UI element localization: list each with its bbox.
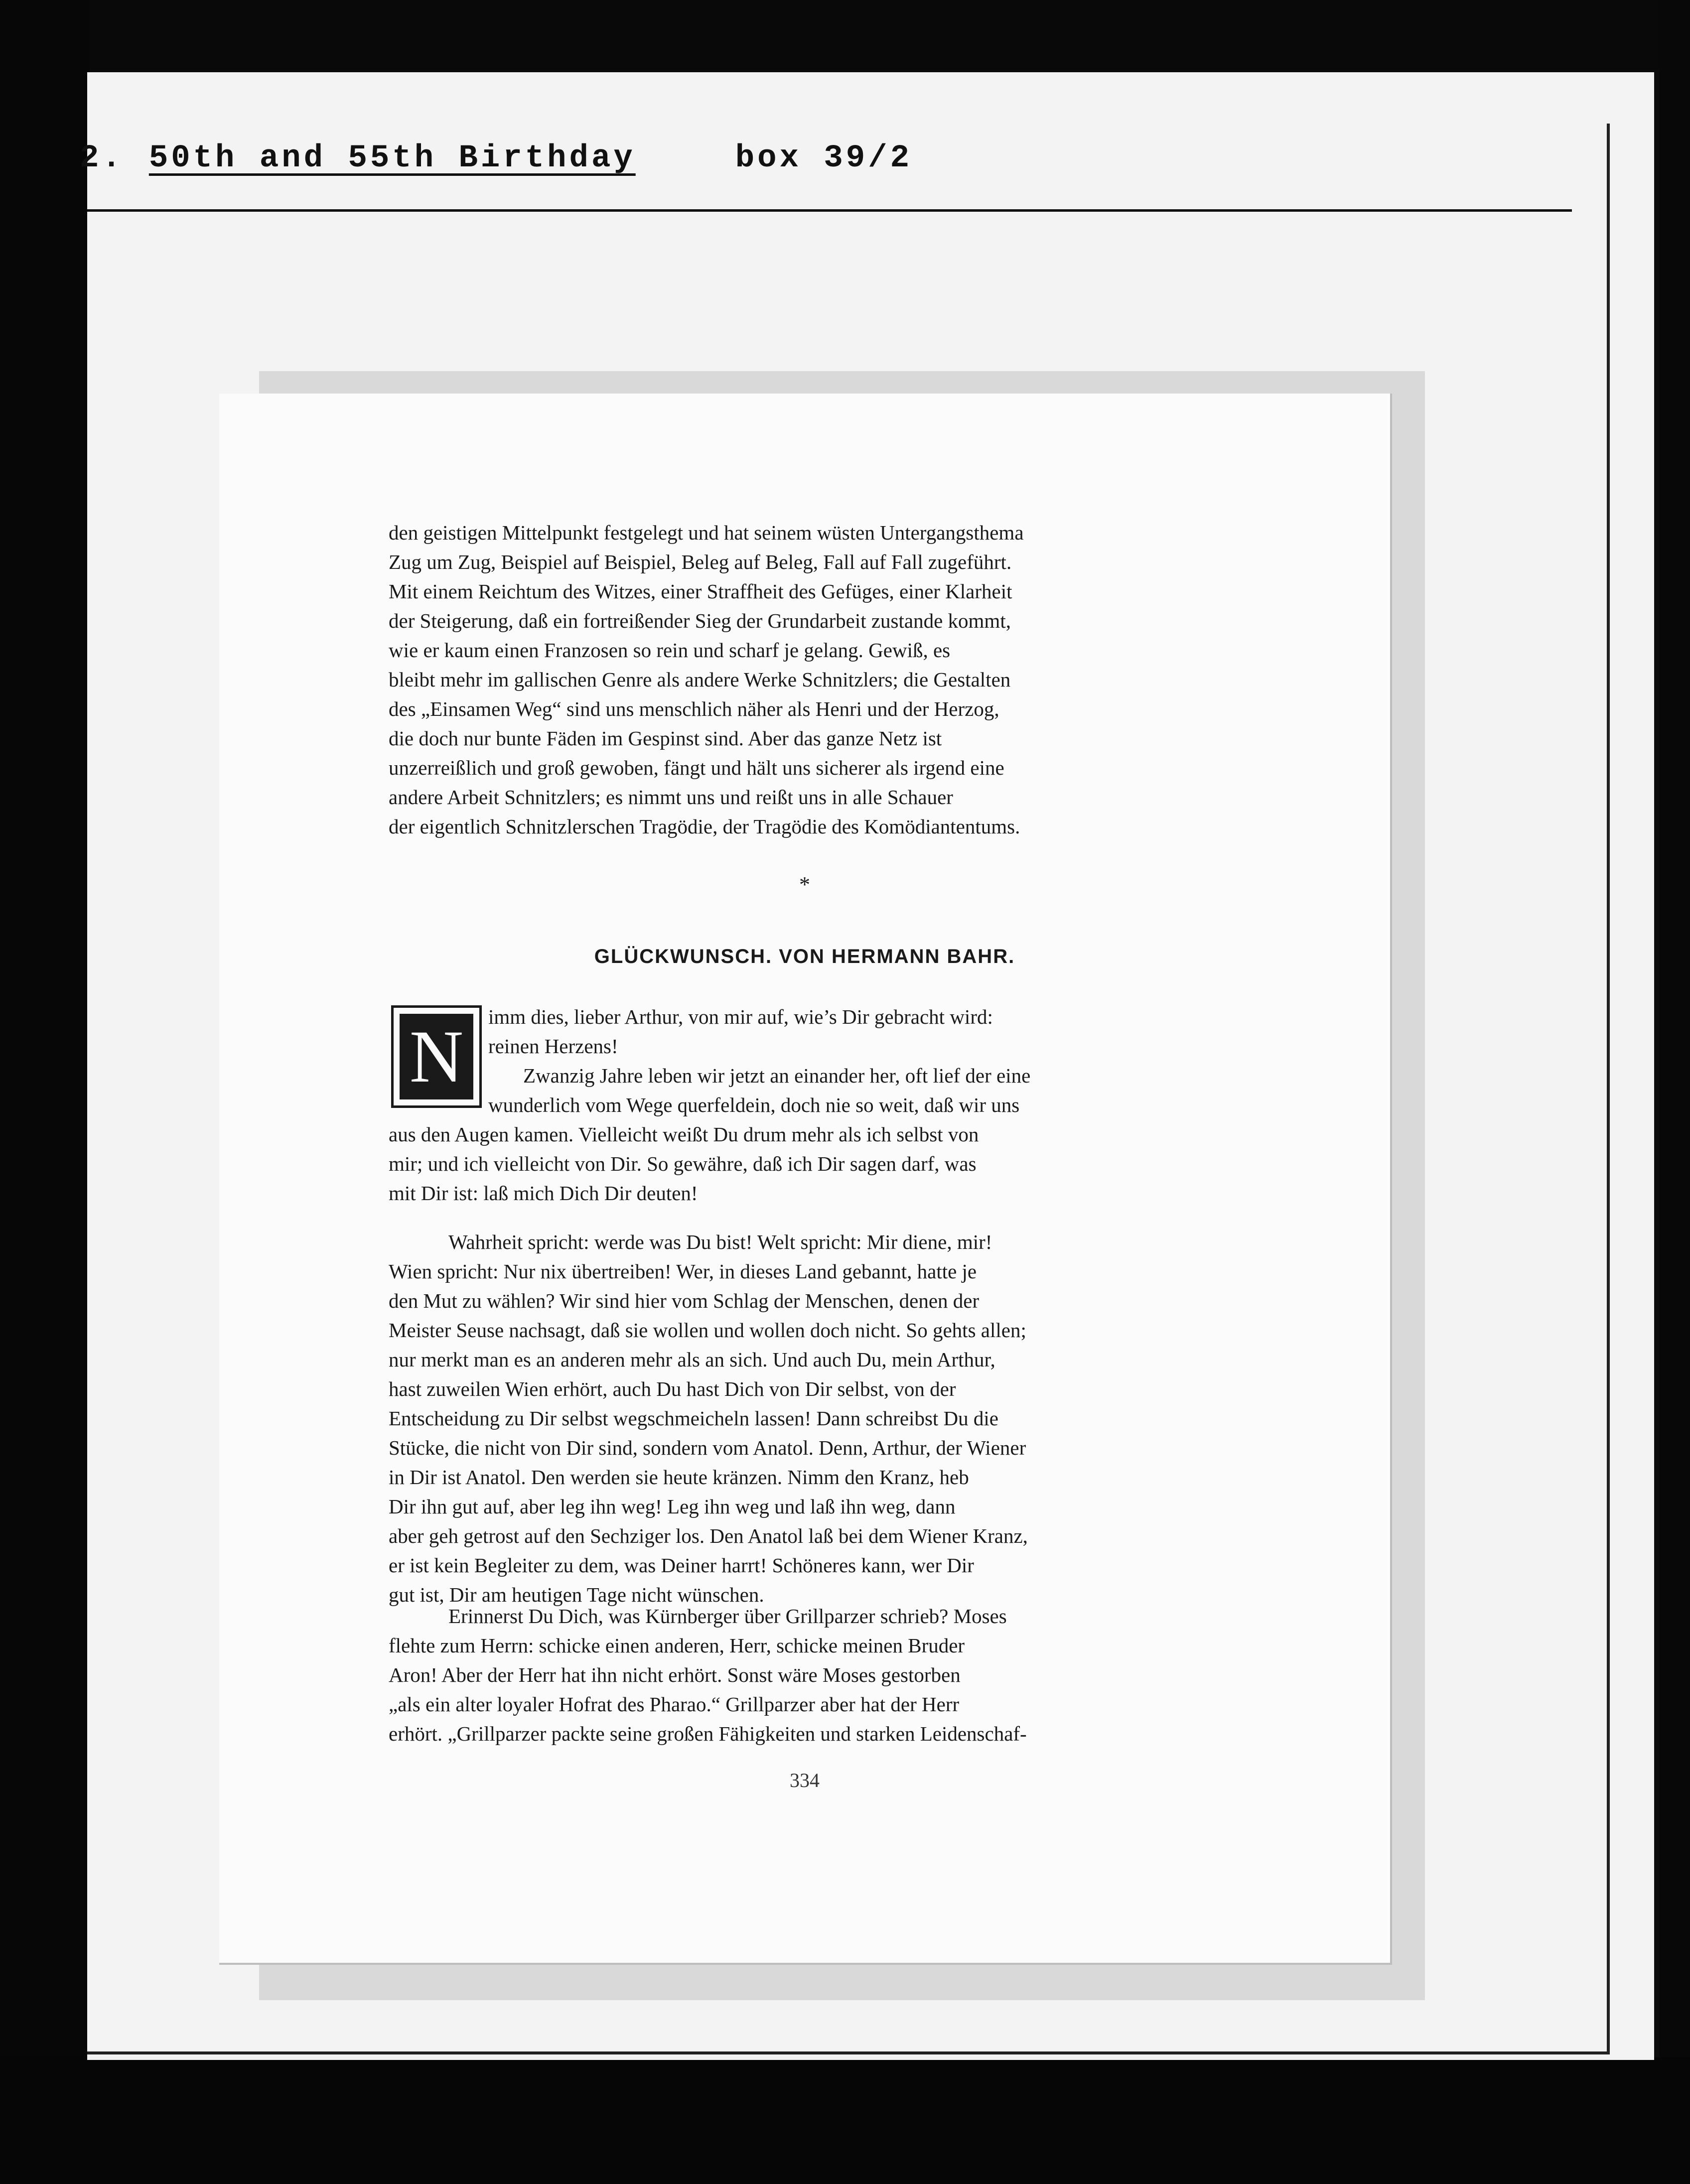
text-line: er ist kein Begleiter zu dem, was Deiner harrt! Schöneres kann, wer Dir <box>389 1554 974 1577</box>
paragraph-2 <box>389 1228 1241 1610</box>
header-prefix: 2. <box>80 140 124 176</box>
text-line: Zug um Zug, Beispiel auf Beispiel, Beleg auf Beleg, Fall auf Fall zugeführt. <box>389 550 1012 573</box>
text-line: die doch nur bunte Fäden im Gespinst sind. Aber das ganze Netz ist <box>389 727 942 750</box>
section-separator: * <box>799 872 810 897</box>
clipping-page <box>219 394 1392 1965</box>
text-line: reinen Herzens! <box>488 1035 618 1058</box>
intro-rest <box>389 1120 1241 1208</box>
text-line: den Mut zu wählen? Wir sind hier vom Schlag der Menschen, denen der <box>389 1289 980 1312</box>
text-line: aus den Augen kamen. Vielleicht weißt Du drum mehr als ich selbst von <box>389 1123 979 1146</box>
article-heading: GLÜCKWUNSCH. VON HERMANN BAHR. <box>594 946 1015 967</box>
text-line: Entscheidung zu Dir selbst wegschmeicheln lassen! Dann schreibst Du die <box>389 1407 998 1430</box>
text-line: imm dies, lieber Arthur, von mir auf, wie’s Dir gebracht wird: <box>488 1005 993 1028</box>
header-rule <box>87 209 1572 212</box>
page-number: 334 <box>790 1769 820 1791</box>
text-line: unzerreißlich und groß gewoben, fängt und hält uns sicherer als irgend eine <box>389 756 1004 779</box>
text-line: Meister Seuse nachsagt, daß sie wollen und wollen doch nicht. So gehts allen; <box>389 1319 1026 1342</box>
text-line: andere Arbeit Schnitzlers; es nimmt uns und reißt uns in alle Schauer <box>389 786 953 809</box>
header-box-label: box 39/2 <box>735 140 912 176</box>
text-line: in Dir ist Anatol. Den werden sie heute kränzen. Nimm den Kranz, heb <box>389 1466 969 1489</box>
text-line: „als ein alter loyaler Hofrat des Pharao.“ Grillparzer aber hat der Herr <box>389 1693 960 1716</box>
text-line: des „Einsamen Weg“ sind uns menschlich näher als Henri und der Herzog, <box>389 697 999 720</box>
top-paragraph <box>389 518 1241 841</box>
text-line: den geistigen Mittelpunkt festgelegt und hat seinem wüsten Untergangsthema <box>389 521 1024 544</box>
text-line: nur merkt man es an anderen mehr als an sich. Und auch Du, mein Arthur, <box>389 1348 995 1371</box>
paragraph-3 <box>389 1602 1241 1749</box>
text-line: gut ist, Dir am heutigen Tage nicht wünschen. <box>389 1583 764 1606</box>
text-line: Wien spricht: Nur nix übertreiben! Wer, in dieses Land gebannt, hatte je <box>389 1260 977 1283</box>
text-line: mir; und ich vielleicht von Dir. So gewähre, daß ich Dir sagen darf, was <box>389 1152 977 1175</box>
film-edge-top <box>0 0 1690 70</box>
film-edge-bottom <box>0 2057 1690 2184</box>
header-title: 50th and 55th Birthday <box>148 140 636 176</box>
text-line: der Steigerung, daß ein fortreißender Sieg der Grundarbeit zustande kommt, <box>389 609 1011 632</box>
text-line: mit Dir ist: laß mich Dich Dir deuten! <box>389 1182 698 1205</box>
text-line: bleibt mehr im gallischen Genre als andere Werke Schnitzlers; die Gestalten <box>389 668 1011 691</box>
text-line: Wahrheit spricht: werde was Du bist! Welt spricht: Mir diene, mir! <box>448 1230 992 1253</box>
film-edge-left <box>0 0 90 2184</box>
text-line: Mit einem Reichtum des Witzes, einer Straffheit des Gefüges, einer Klarheit <box>389 580 1012 603</box>
text-line: der eigentlich Schnitzlerschen Tragödie, der Tragödie des Komödiantentums. <box>389 815 1020 838</box>
drop-cap-letter: N <box>400 1014 473 1099</box>
intro-lines <box>488 1002 1241 1120</box>
film-edge-right <box>1659 0 1690 2184</box>
text-line: hast zuweilen Wien erhört, auch Du hast Dich von Dir selbst, von der <box>389 1377 956 1400</box>
text-line: Zwanzig Jahre leben wir jetzt an einander her, oft lief der eine <box>523 1064 1031 1087</box>
archive-header <box>80 140 1275 190</box>
drop-cap <box>391 1005 482 1108</box>
text-line: Dir ihn gut auf, aber leg ihn weg! Leg ihn weg und laß ihn weg, dann <box>389 1495 956 1518</box>
text-line: Erinnerst Du Dich, was Kürnberger über Grillparzer schrieb? Moses <box>448 1605 1007 1628</box>
text-line: Stücke, die nicht von Dir sind, sondern vom Anatol. Denn, Arthur, der Wiener <box>389 1436 1026 1459</box>
text-line: Aron! Aber der Herr hat ihn nicht erhört. Sonst wäre Moses gestorben <box>389 1663 961 1686</box>
text-line: aber geh getrost auf den Sechziger los. Den Anatol laß bei dem Wiener Kranz, <box>389 1524 1028 1547</box>
text-line: wie er kaum einen Franzosen so rein und scharf je gelang. Gewiß, es <box>389 639 951 662</box>
text-line: flehte zum Herrn: schicke einen anderen, Herr, schicke meinen Bruder <box>389 1634 965 1657</box>
text-line: erhört. „Grillparzer packte seine großen Fähigkeiten und starken Leidenschaf- <box>389 1722 1027 1745</box>
text-line: wunderlich vom Wege querfeldein, doch nie so weit, daß wir uns <box>488 1093 1020 1116</box>
